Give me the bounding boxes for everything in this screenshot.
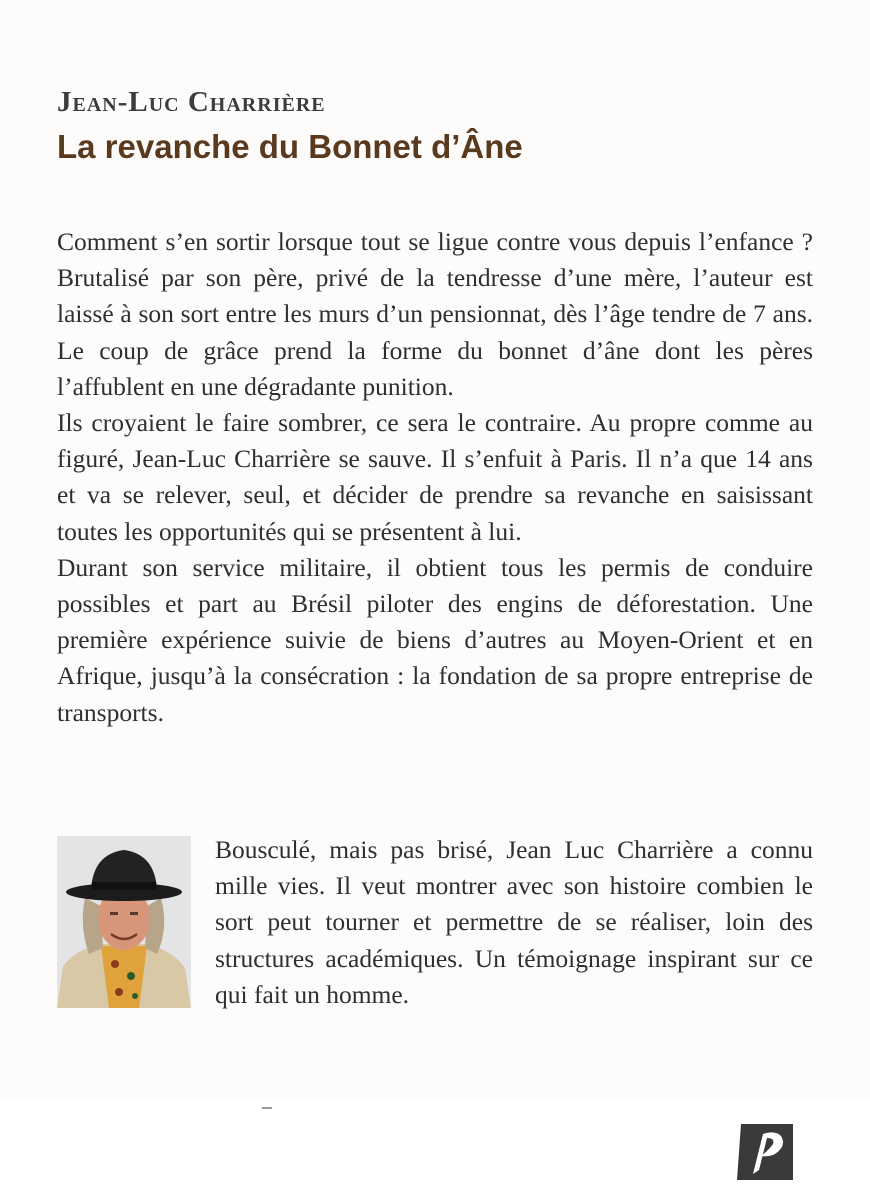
bio-text: Bousculé, mais pas brisé, Jean Luc Charrière a connu mille vies. Il veut montrer avec son histoire combien le sort peut tourner et permettre de se réaliser, loin des structures académiques. Un témoignage inspirant sur ce qui fait un homme. — [215, 835, 813, 1009]
summary-paragraph: Ils croyaient le faire sombrer, ce sera le contraire. Au propre comme au figuré, Jean-Luc Charrière se sauve. Il s’enfuit à Paris. Il n’a que 14 ans et va se relever, seul, et décider de prendre sa revanche en saisissant toutes les opportunités qui se présentent à lui. — [57, 408, 813, 546]
summary-paragraph: Comment s’en sortir lorsque tout se ligue contre vous depuis l’enfance ? Brutalisé par son père, privé de la tendresse d’une mère, l’auteur est laissé à son sort entre les murs d’un pensionnat, dès l’âge tendre de 7 ans. Le coup de grâce prend la forme du bonnet d’âne dont les pères l’affublent en une dégradante punition. — [57, 227, 813, 401]
author-portrait — [57, 836, 191, 1008]
divider — [262, 1107, 272, 1109]
book-title: La revanche du Bonnet d’Âne — [57, 128, 523, 165]
publisher-p-logo-icon — [735, 1120, 795, 1180]
summary-text — [57, 224, 813, 731]
author-name: Jean-Luc Charrière — [57, 86, 326, 118]
summary-paragraph: Durant son service militaire, il obtient tous les permis de conduire possibles et part au Brésil piloter des engins de déforestation. Une première expérience suivie de biens d’autres au Moyen-Orient et en Afrique, jusqu’à la consécration : la fondation de sa propre entreprise de transports. — [57, 552, 813, 727]
author-bio — [57, 832, 813, 1032]
